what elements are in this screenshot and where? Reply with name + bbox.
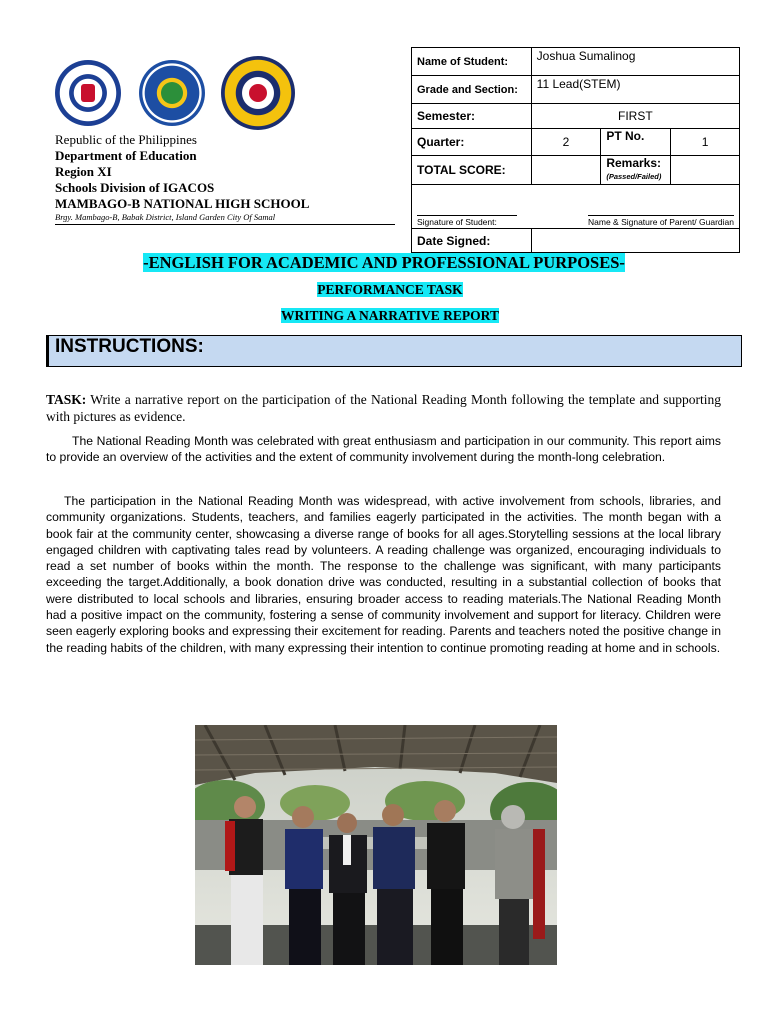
school-seal-logo bbox=[221, 56, 295, 130]
report-paragraph-intro: The National Reading Month was celebrated with great enthusiasm and participation in our community. This report aims to provide an overview of the activities and the extent of community involvement during the month-long celebration. bbox=[46, 434, 721, 465]
name-label: Name of Student: bbox=[412, 48, 532, 76]
quarter-label: Quarter: bbox=[412, 129, 532, 156]
task-label: TASK: bbox=[46, 392, 87, 407]
logo-group bbox=[55, 60, 295, 130]
evidence-photo bbox=[195, 725, 557, 965]
signature-row[interactable] bbox=[412, 185, 740, 229]
task-title: WRITING A NARRATIVE REPORT bbox=[281, 308, 499, 323]
school-name: MAMBAGO-B NATIONAL HIGH SCHOOL bbox=[55, 196, 310, 211]
instructions-banner bbox=[46, 335, 742, 367]
date-signed-label: Date Signed: bbox=[412, 229, 532, 253]
subject-title: -ENGLISH FOR ACADEMIC AND PROFESSIONAL PURPOSES- bbox=[143, 253, 625, 272]
parent-signature-line: Name & Signature of Parent/ Guardian bbox=[588, 217, 734, 227]
semester-label: Semester: bbox=[412, 104, 532, 129]
remarks-cell bbox=[601, 156, 671, 185]
department-text: Department of Education bbox=[55, 148, 197, 163]
organization-header bbox=[55, 132, 395, 225]
total-score-label: TOTAL SCORE: bbox=[412, 156, 532, 185]
task-description bbox=[46, 391, 721, 425]
division-text: Schools Division of IGACOS bbox=[55, 180, 215, 195]
remarks-hint: (Passed/Failed) bbox=[606, 172, 662, 181]
date-signed-field[interactable] bbox=[531, 229, 739, 253]
grade-field[interactable]: 11 Lead(STEM) bbox=[531, 76, 739, 104]
grade-label: Grade and Section: bbox=[412, 76, 532, 104]
school-address: Brgy. Mambago-B, Babak District, Island Garden City Of Samal bbox=[55, 212, 395, 225]
remarks-field[interactable] bbox=[671, 156, 740, 185]
deped-seal-logo bbox=[55, 60, 121, 126]
republic-text: Republic of the Philippines bbox=[55, 132, 197, 147]
instructions-heading: INSTRUCTIONS: bbox=[55, 336, 204, 357]
name-field[interactable]: Joshua Sumalinog bbox=[531, 48, 739, 76]
student-signature-line: Signature of Student: bbox=[417, 215, 517, 227]
student-info-table bbox=[411, 47, 740, 253]
pt-no-field[interactable]: 1 bbox=[671, 129, 740, 156]
task-text: Write a narrative report on the participation of the National Reading Month following the template and supporting with pictures as evidence. bbox=[46, 392, 721, 424]
semester-field[interactable]: FIRST bbox=[531, 104, 739, 129]
report-paragraph-body: The participation in the National Reading Month was widespread, with active involvement from schools, libraries, and community organizations. Students, teachers, and families eagerly participated in the activities. The month began with a book fair at the community center, showcasing a diverse range of books for all ages.Storytelling sessions at the local library engaged children with captivating tales read by volunteers. A reading challenge was organized, encouraging individuals to read a set number of books within the month. The response to the challenge was significant, with many participants exceeding the target.Additionally, a book donation drive was conducted, resulting in a substantial collection of books that were distributed to local schools and libraries, ensuring broader access to reading materials.The National Reading Month had a positive impact on the community, fostering a sense of community involvement and support for literacy. Children were seen eagerly exploring books and expressing their excitement for reading. Parents and teachers noted the positive change in the reading habits of the children, with many expressing their intention to continue promoting reading at home and in schools. bbox=[46, 494, 721, 655]
remarks-label: Remarks: bbox=[606, 156, 662, 170]
region-text: Region XI bbox=[55, 164, 112, 179]
division-seal-logo bbox=[139, 60, 205, 126]
total-score-field[interactable] bbox=[531, 156, 601, 185]
pt-no-label: PT No. bbox=[601, 129, 671, 156]
task-type-title: PERFORMANCE TASK bbox=[317, 282, 463, 297]
quarter-field[interactable]: 2 bbox=[531, 129, 601, 156]
